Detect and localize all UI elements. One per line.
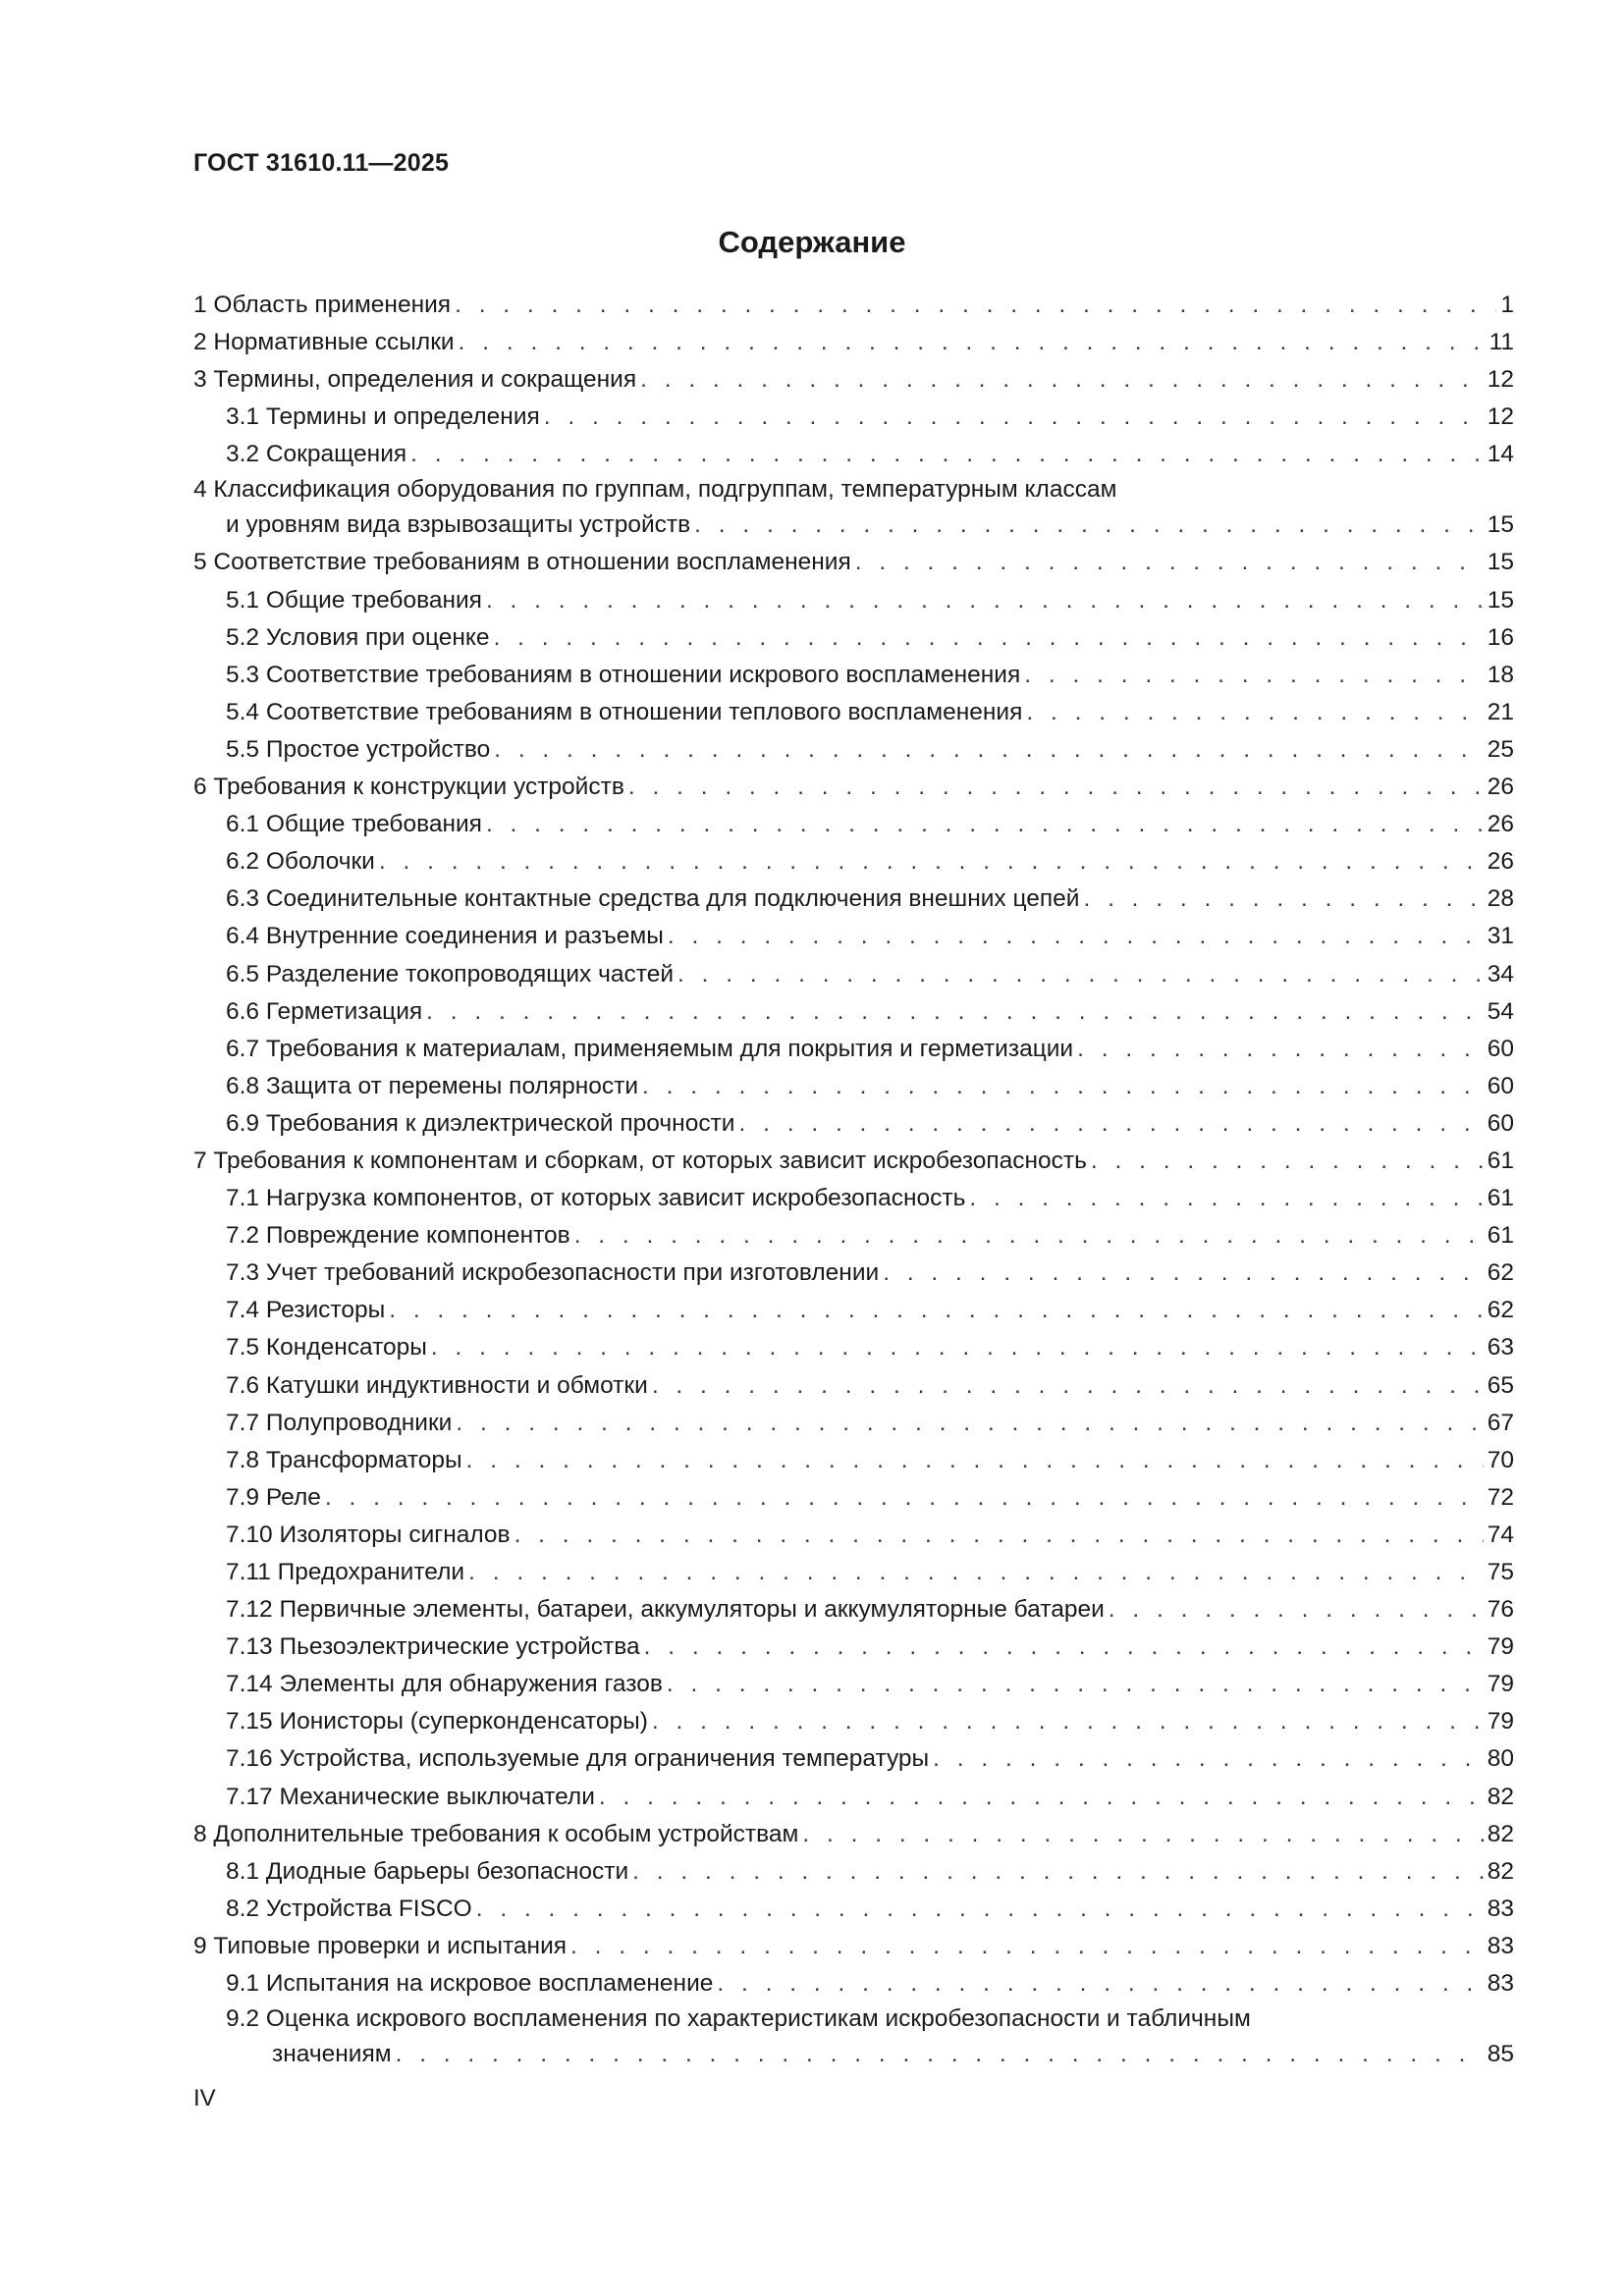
toc-entry-7-3[interactable] [193, 1255, 1514, 1292]
dot-leader [459, 324, 1486, 361]
toc-entry-text-first-line: 4 Классификация оборудования по группам, подгруппам, температурным классам [193, 476, 1117, 504]
dot-leader [494, 731, 1484, 769]
toc-entry-6-6[interactable] [193, 993, 1514, 1031]
toc-entry-page: 82 [1487, 1783, 1514, 1810]
toc-entry-page: 83 [1487, 1895, 1514, 1922]
toc-entry-page: 15 [1487, 586, 1514, 614]
toc-entry-page: 60 [1487, 1109, 1514, 1137]
dot-leader [466, 1442, 1484, 1479]
toc-entry-6-1[interactable] [193, 806, 1514, 843]
page-number-footer: IV [193, 2085, 216, 2111]
toc-entry-text: 8 Дополнительные требования к особым устройствам [193, 1820, 799, 1847]
toc-entry-page: 54 [1487, 997, 1514, 1025]
toc-entry-7-2[interactable] [193, 1217, 1514, 1255]
toc-entry-text: 9 Типовые проверки и испытания [193, 1932, 568, 1959]
toc-entry-page: 60 [1487, 1072, 1514, 1099]
toc-entry-text: 5.5 Простое устройство [226, 735, 491, 763]
toc-entry-3-2[interactable] [193, 436, 1514, 473]
toc-entry-7-8[interactable] [193, 1442, 1514, 1479]
dot-leader [410, 436, 1484, 473]
dot-leader [628, 769, 1484, 806]
toc-entry-page: 63 [1487, 1334, 1514, 1362]
toc-entry-page: 80 [1487, 1745, 1514, 1773]
toc-entry-7-16[interactable] [193, 1740, 1514, 1778]
toc-entry-8[interactable] [193, 1816, 1514, 1853]
dot-leader [1077, 1031, 1484, 1068]
toc-entry-page: 62 [1487, 1297, 1514, 1324]
toc-entry-7-7[interactable] [193, 1405, 1514, 1442]
dot-leader [644, 1629, 1484, 1666]
toc-entry-6-7[interactable] [193, 1031, 1514, 1068]
toc-entry-5-2[interactable] [193, 619, 1514, 657]
toc-entry-6-4[interactable] [193, 918, 1514, 955]
toc-entry-7-9[interactable] [193, 1479, 1514, 1517]
toc-entry-7-10[interactable] [193, 1517, 1514, 1554]
toc-entry-text: 3.1 Термины и определения [226, 403, 540, 431]
toc-entry-7-14[interactable] [193, 1666, 1514, 1703]
dot-leader [738, 1105, 1483, 1143]
dot-leader [476, 1891, 1484, 1928]
toc-entry-page: 26 [1487, 774, 1514, 801]
toc-entry-page: 14 [1487, 441, 1514, 468]
toc-entry-1[interactable] [193, 287, 1514, 324]
toc-entry-text: 3.2 Сокращения [226, 441, 407, 468]
toc-entry-text: 7.8 Трансформаторы [226, 1446, 462, 1473]
toc-entry-5-1[interactable] [193, 582, 1514, 619]
toc-entry-page: 83 [1487, 1970, 1514, 1998]
toc-entry-text: 7.14 Элементы для обнаружения газов [226, 1671, 663, 1698]
toc-entry-text: 7 Требования к компонентам и сборкам, от которых зависит искробезопасность [193, 1147, 1087, 1174]
toc-entry-6-3[interactable] [193, 881, 1514, 918]
toc-entry-page: 61 [1487, 1185, 1514, 1212]
toc-entry-7-17[interactable] [193, 1779, 1514, 1816]
dot-leader [640, 361, 1484, 399]
toc-entry-5-3[interactable] [193, 657, 1514, 694]
toc-entry-6-5[interactable] [193, 956, 1514, 993]
toc-entry-text: 7.10 Изоляторы сигналов [226, 1521, 511, 1548]
dot-leader [544, 399, 1484, 436]
dot-leader [652, 1367, 1484, 1405]
toc-entry-9-2[interactable] [193, 2002, 1514, 2073]
dot-leader [1024, 657, 1483, 694]
dot-leader [570, 1928, 1484, 1965]
toc-entry-2[interactable] [193, 324, 1514, 361]
dot-leader [599, 1779, 1484, 1816]
toc-entry-text: 5.3 Соответствие требованиям в отношении искрового воспламенения [226, 661, 1021, 688]
toc-entry-page: 15 [1487, 511, 1514, 539]
toc-entry-page: 65 [1487, 1371, 1514, 1399]
toc-entry-page: 62 [1487, 1259, 1514, 1287]
toc-entry-7-1[interactable] [193, 1180, 1514, 1217]
toc-entry-page: 61 [1487, 1147, 1514, 1174]
toc-entry-7-6[interactable] [193, 1367, 1514, 1405]
dot-leader [574, 1217, 1484, 1255]
toc-entry-7-11[interactable] [193, 1554, 1514, 1591]
dot-leader [642, 1068, 1484, 1105]
toc-entry-page: 25 [1487, 735, 1514, 763]
toc-entry-text: 9.1 Испытания на искровое воспламенение [226, 1970, 714, 1998]
dot-leader [486, 806, 1484, 843]
toc-entry-page: 70 [1487, 1446, 1514, 1473]
toc-entry-5[interactable] [193, 544, 1514, 581]
toc-entry-page: 79 [1487, 1708, 1514, 1735]
toc-entry-text: значениям [272, 2041, 392, 2068]
toc-entry-text: 1 Область применения [193, 292, 452, 318]
table-of-contents [193, 287, 1514, 2073]
dot-leader [494, 619, 1484, 657]
dot-leader [379, 843, 1484, 881]
dot-leader [1109, 1591, 1484, 1629]
toc-entry-text: 7.9 Реле [226, 1483, 321, 1511]
dot-leader [431, 1329, 1484, 1366]
toc-entry-text: 7.11 Предохранители [226, 1559, 465, 1585]
toc-entry-page: 82 [1487, 1857, 1514, 1885]
toc-entry-page: 18 [1487, 661, 1514, 688]
toc-entry-text: 5.1 Общие требования [226, 586, 482, 614]
toc-entry-page: 26 [1487, 848, 1514, 876]
toc-entry-7-13[interactable] [193, 1629, 1514, 1666]
toc-entry-text: 3 Термины, определения и сокращения [193, 366, 637, 394]
toc-entry-5-5[interactable] [193, 731, 1514, 769]
toc-entry-7[interactable] [193, 1143, 1514, 1180]
toc-entry-text: 7.13 Пьезоэлектрические устройства [226, 1633, 640, 1661]
dot-leader [668, 918, 1484, 955]
toc-entry-text: 6.2 Оболочки [226, 848, 375, 876]
toc-entry-text: 6.1 Общие требования [226, 811, 482, 838]
toc-entry-3-1[interactable] [193, 399, 1514, 436]
toc-entry-text: 5.4 Соответствие требованиям в отношении теплового воспламенения [226, 698, 1023, 725]
toc-entry-text: 7.12 Первичные элементы, батареи, аккумуляторы и аккумуляторные батареи [226, 1596, 1105, 1624]
toc-entry-7-4[interactable] [193, 1292, 1514, 1329]
toc-entry-page: 74 [1487, 1521, 1514, 1548]
toc-entry-page: 67 [1487, 1409, 1514, 1436]
toc-entry-text: 6.4 Внутренние соединения и разъемы [226, 923, 664, 950]
toc-entry-page: 11 [1489, 329, 1514, 356]
dot-leader [426, 993, 1484, 1031]
toc-entry-text: 6.8 Защита от перемены полярности [226, 1072, 639, 1099]
toc-entry-page: 85 [1487, 2041, 1514, 2068]
toc-entry-text: 6 Требования к конструкции устройств [193, 774, 624, 801]
toc-entry-text: 6.3 Соединительные контактные средства для подключения внешних цепей [226, 885, 1080, 913]
toc-entry-page: 76 [1487, 1596, 1514, 1624]
toc-entry-text-first-line: 9.2 Оценка искрового воспламенения по характеристикам искробезопасности и табличным [226, 2005, 1251, 2033]
toc-entry-page: 1 [1500, 292, 1514, 318]
document-id-header: ГОСТ 31610.11—2025 [193, 149, 450, 177]
toc-entry-page: 31 [1487, 923, 1514, 950]
toc-entry-page: 28 [1487, 885, 1514, 913]
toc-entry-page: 61 [1487, 1222, 1514, 1250]
dot-leader [632, 1853, 1484, 1891]
toc-entry-page: 79 [1487, 1633, 1514, 1661]
toc-entry-3[interactable] [193, 361, 1514, 399]
toc-entry-text: 7.7 Полупроводники [226, 1409, 453, 1436]
toc-entry-page: 79 [1487, 1671, 1514, 1698]
toc-entry-5-4[interactable] [193, 694, 1514, 731]
dot-leader [456, 1405, 1483, 1442]
toc-entry-text: 7.17 Механические выключатели [226, 1783, 595, 1810]
dot-leader [396, 2036, 1484, 2073]
dot-leader [389, 1292, 1484, 1329]
toc-entry-page: 15 [1487, 549, 1514, 576]
dot-leader [455, 287, 1496, 324]
dot-leader [468, 1554, 1484, 1591]
toc-entry-text: 8.1 Диодные барьеры безопасности [226, 1857, 629, 1885]
toc-entry-8-2[interactable] [193, 1891, 1514, 1928]
toc-entry-6-2[interactable] [193, 843, 1514, 881]
toc-entry-text: 7.6 Катушки индуктивности и обмотки [226, 1371, 648, 1399]
toc-entry-text: и уровням вида взрывозащиты устройств [226, 511, 691, 539]
dot-leader [677, 956, 1484, 993]
toc-entry-text: 6.7 Требования к материалам, применяемым для покрытия и герметизации [226, 1035, 1074, 1062]
dot-leader [802, 1816, 1483, 1853]
dot-leader [1091, 1143, 1484, 1180]
toc-entry-4[interactable] [193, 473, 1514, 544]
toc-entry-page: 12 [1487, 403, 1514, 431]
toc-title: Содержание [718, 225, 906, 259]
dot-leader [933, 1740, 1484, 1778]
dot-leader [486, 582, 1484, 619]
toc-entry-page: 34 [1487, 960, 1514, 988]
toc-entry-text: 7.2 Повреждение компонентов [226, 1222, 570, 1250]
toc-entry-page: 26 [1487, 811, 1514, 838]
toc-entry-9[interactable] [193, 1928, 1514, 1965]
dot-leader [1083, 881, 1483, 918]
toc-entry-text: 2 Нормативные ссылки [193, 329, 455, 356]
dot-leader [855, 544, 1484, 581]
toc-entry-page: 21 [1487, 698, 1514, 725]
toc-entry-page: 72 [1487, 1483, 1514, 1511]
toc-entry-text: 7.1 Нагрузка компонентов, от которых зависит искробезопасность [226, 1185, 966, 1212]
toc-entry-7-12[interactable] [193, 1591, 1514, 1629]
toc-entry-7-5[interactable] [193, 1329, 1514, 1366]
toc-entry-9-1[interactable] [193, 1965, 1514, 2002]
toc-entry-text: 8.2 Устройства FISCO [226, 1895, 472, 1922]
dot-leader [1026, 694, 1483, 731]
dot-leader [667, 1666, 1484, 1703]
dot-leader [652, 1703, 1484, 1740]
toc-entry-page: 75 [1487, 1559, 1514, 1585]
toc-entry-page: 60 [1487, 1035, 1514, 1062]
toc-entry-6[interactable] [193, 769, 1514, 806]
toc-entry-8-1[interactable] [193, 1853, 1514, 1891]
toc-entry-text: 7.3 Учет требований искробезопасности при изготовлении [226, 1259, 880, 1287]
toc-entry-text: 7.4 Резисторы [226, 1297, 386, 1324]
dot-leader [694, 507, 1484, 544]
toc-entry-text: 6.5 Разделение токопроводящих частей [226, 960, 675, 988]
toc-entry-text: 7.16 Устройства, используемые для ограничения температуры [226, 1745, 930, 1773]
toc-entry-7-15[interactable] [193, 1703, 1514, 1740]
toc-entry-page: 16 [1487, 623, 1514, 651]
toc-entry-6-9[interactable] [193, 1105, 1514, 1143]
dot-leader [883, 1255, 1484, 1292]
toc-entry-text: 7.5 Конденсаторы [226, 1334, 427, 1362]
dot-leader [514, 1517, 1484, 1554]
dot-leader [325, 1479, 1484, 1517]
toc-entry-text: 6.9 Требования к диэлектрической прочности [226, 1109, 735, 1137]
toc-entry-page: 12 [1487, 366, 1514, 394]
toc-entry-page: 82 [1487, 1820, 1514, 1847]
dot-leader [969, 1180, 1483, 1217]
toc-entry-text: 6.6 Герметизация [226, 997, 423, 1025]
toc-entry-text: 5 Соответствие требованиям в отношении воспламенения [193, 549, 851, 576]
dot-leader [717, 1965, 1483, 2002]
toc-entry-text: 7.15 Ионисторы (суперконденсаторы) [226, 1708, 648, 1735]
toc-entry-page: 83 [1487, 1932, 1514, 1959]
toc-entry-6-8[interactable] [193, 1068, 1514, 1105]
toc-entry-text: 5.2 Условия при оценке [226, 623, 490, 651]
